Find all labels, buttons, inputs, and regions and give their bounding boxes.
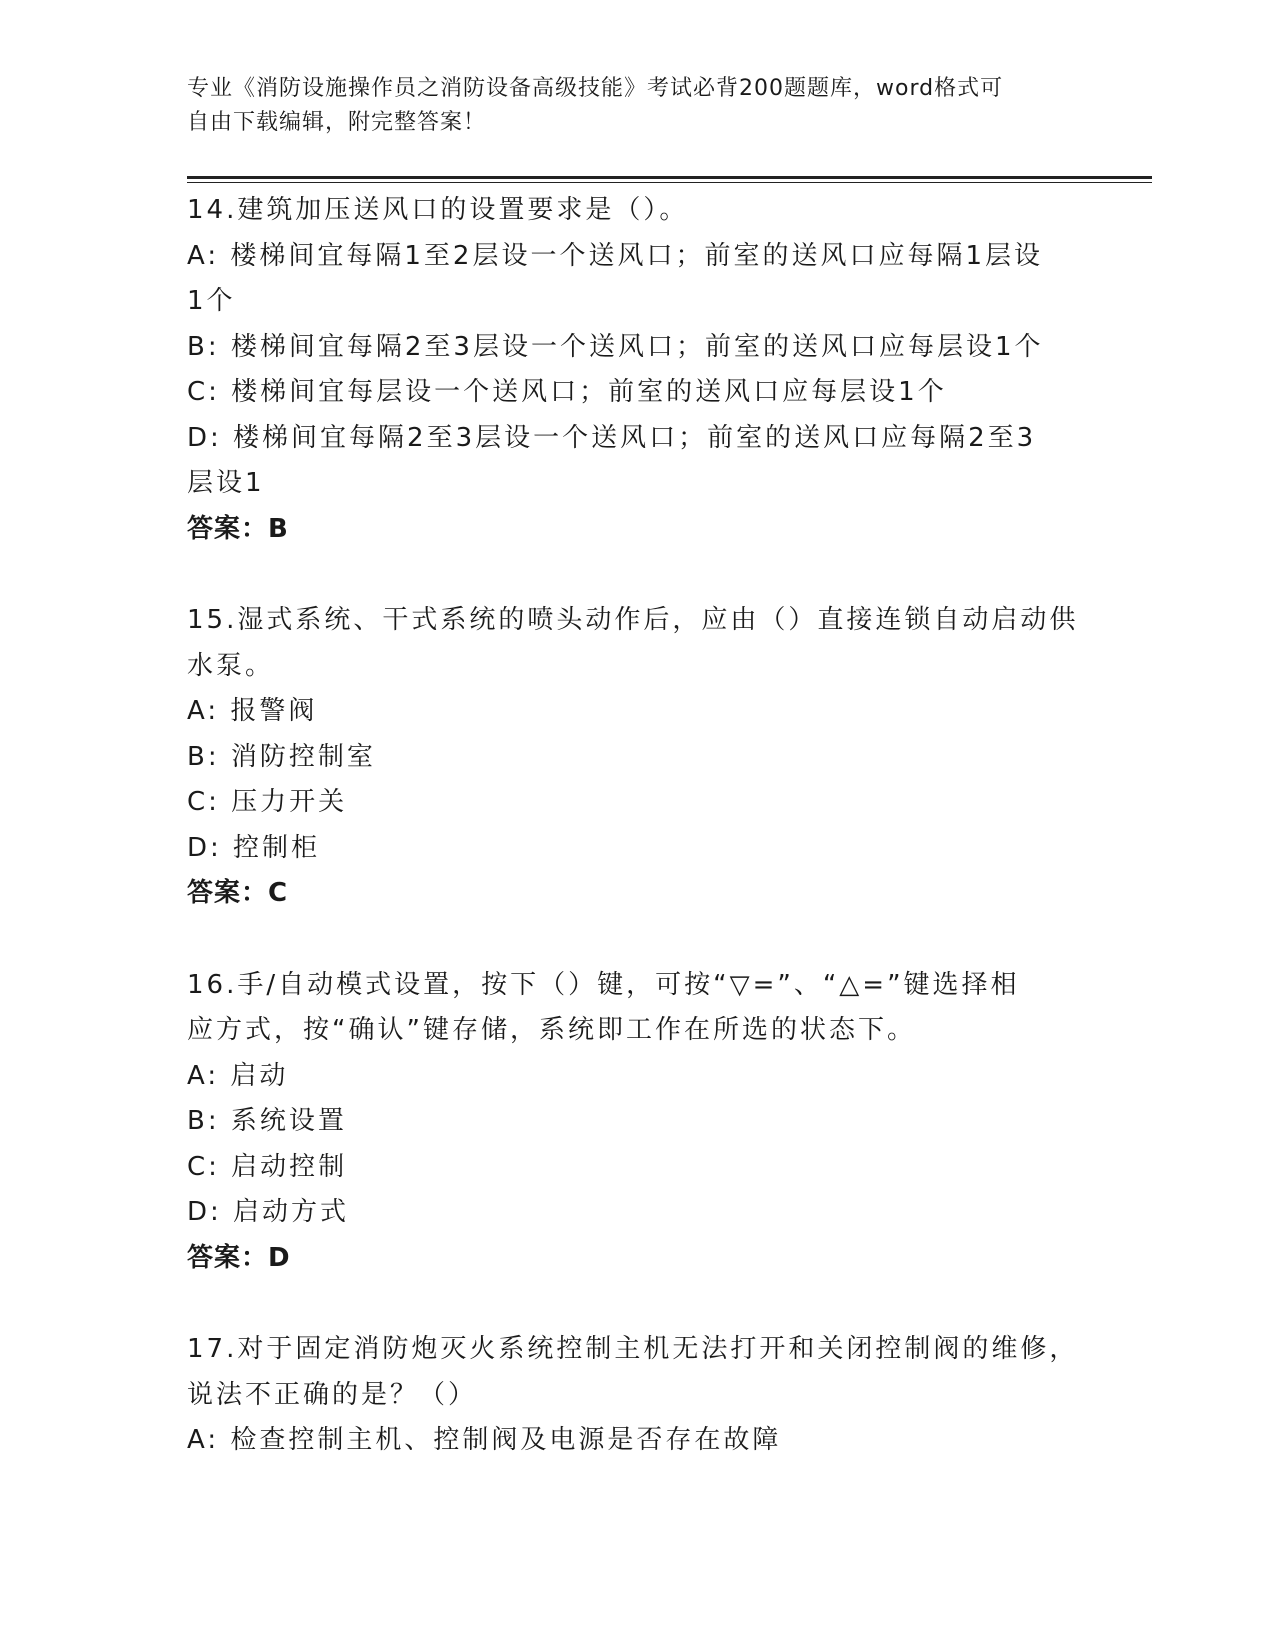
- question-stem-line: 17.对于固定消防炮灭火系统控制主机无法打开和关闭控制阀的维修，: [187, 1334, 1079, 1364]
- option-d: D: 控制柜: [187, 832, 321, 863]
- option-line: C: 楼梯间宜每层设一个送风口；前室的送风口应每层设1个: [187, 377, 947, 407]
- option-line: 层设1: [187, 468, 265, 498]
- question-stem-line: 说法不正确的是？（）: [187, 1379, 478, 1410]
- option-c: C: 启动控制: [187, 1151, 348, 1182]
- header-rule-thin: [187, 182, 1152, 183]
- header-line-1: 专业《消防设施操作员之消防设备高级技能》考试必背200题题库，word格式可: [187, 76, 1004, 101]
- question-stem-line: 14.建筑加压送风口的设置要求是（）。: [187, 195, 689, 225]
- question-stem-line: 16.手/自动模式设置，按下（）键，可按“▽=”、“△=”键选择相: [187, 969, 1020, 1000]
- option-b: [187, 325, 1087, 371]
- option-d: D: 启动方式: [187, 1197, 350, 1227]
- option-line: 1个: [187, 286, 236, 316]
- question-list: [187, 188, 1087, 1510]
- option-c: [187, 370, 1087, 416]
- option-c: C: 压力开关: [187, 787, 348, 817]
- option-a: [187, 234, 1087, 325]
- option-a: A: 检查控制主机、控制阀及电源是否存在故障: [187, 1425, 782, 1455]
- answer-label: 答案：B: [187, 513, 289, 544]
- option-b: B: 系统设置: [187, 1106, 347, 1136]
- option-line: A: 楼梯间宜每隔1至2层设一个送风口；前室的送风口应每隔1层设: [187, 240, 1043, 271]
- answer-label: 答案：D: [187, 1242, 291, 1273]
- question-stem-line: 15.湿式系统、干式系统的喷头动作后，应由（）直接连锁自动启动供: [187, 605, 1079, 635]
- question-17: [187, 1327, 1087, 1464]
- option-d: [187, 416, 1087, 507]
- question-15: [187, 598, 1087, 917]
- option-line: D: 楼梯间宜每隔2至3层设一个送风口；前室的送风口应每隔2至3: [187, 422, 1037, 453]
- header-rule-thick: [187, 176, 1152, 179]
- question-16: [187, 963, 1087, 1282]
- document-header: [187, 72, 1067, 140]
- header-line-2: 自由下载编辑，附完整答案！: [187, 110, 487, 135]
- option-b: B: 消防控制室: [187, 741, 376, 772]
- answer-label: 答案：C: [187, 878, 289, 908]
- question-14: [187, 188, 1087, 552]
- option-a: A: 报警阀: [187, 696, 318, 726]
- option-a: A: 启动: [187, 1060, 289, 1091]
- question-stem-line: 水泵。: [187, 650, 275, 681]
- option-line: B: 楼梯间宜每隔2至3层设一个送风口；前室的送风口应每层设1个: [187, 331, 1044, 362]
- question-stem-line: 应方式，按“确认”键存储，系统即工作在所选的状态下。: [187, 1015, 916, 1045]
